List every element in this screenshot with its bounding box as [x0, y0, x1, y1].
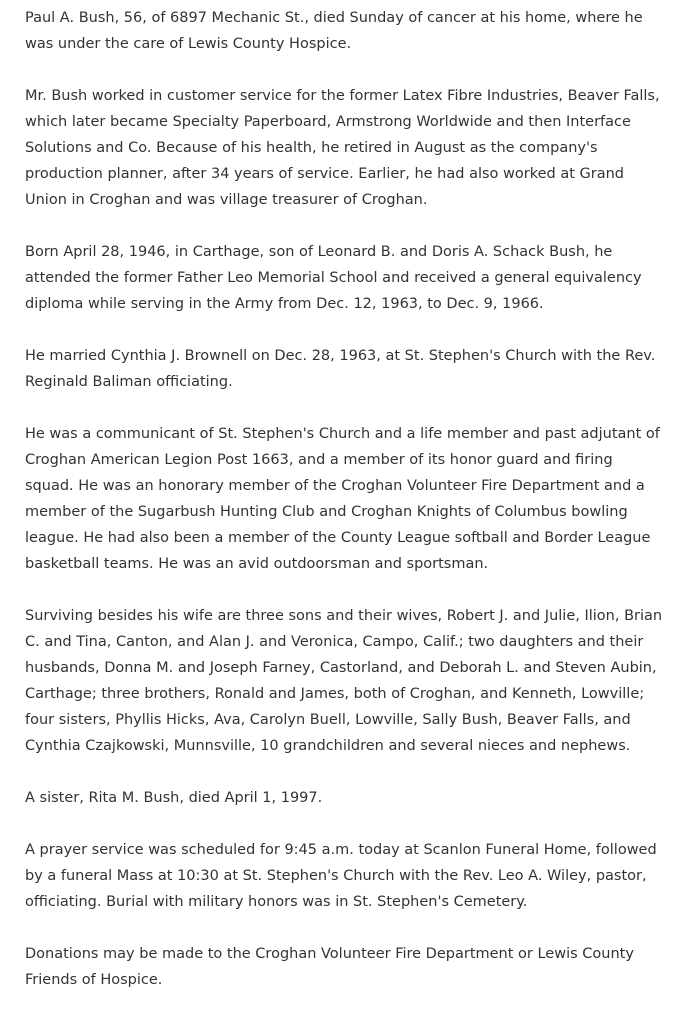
paragraph-death-notice: Paul A. Bush, 56, of 6897 Mechanic St., died Sunday of cancer at his home, where he was under the care of Lewis County Hospice. — [25, 10, 643, 52]
paragraph-birth-education: Born April 28, 1946, in Carthage, son of Leonard B. and Doris A. Schack Bush, he attended the former Father Leo Memorial School and received a general equivalency diploma while serving in the Army from Dec. 12, 1963, to Dec. 9, 1966. — [25, 244, 642, 312]
paragraph-donations: Donations may be made to the Croghan Volunteer Fire Department or Lewis County Friends of Hospice. — [25, 946, 634, 988]
paragraph-marriage: He married Cynthia J. Brownell on Dec. 28, 1963, at St. Stephen's Church with the Rev. Reginald Baliman officiating. — [25, 348, 656, 390]
paragraph-career: Mr. Bush worked in customer service for the former Latex Fibre Industries, Beaver Falls, which later became Specialty Paperboard, Armstrong Worldwide and then Interface Solutions and Co. Because of his health, he retired in August as the company's production planner, after 34 years of service. Earlier, he had also worked at Grand Union in Croghan and was village treasurer of Croghan. — [25, 88, 660, 208]
obituary-article — [25, 5, 665, 1019]
paragraph-memberships: He was a communicant of St. Stephen's Church and a life member and past adjutant of Croghan American Legion Post 1663, and a member of its honor guard and firing squad. He was an honorary member of the Croghan Volunteer Fire Department and a member of the Sugarbush Hunting Club and Croghan Knights of Columbus bowling league. He had also been a member of the County League softball and Border League basketball teams. He was an avid outdoorsman and sportsman. — [25, 426, 660, 572]
paragraph-survivors: Surviving besides his wife are three sons and their wives, Robert J. and Julie, Ilion, Brian C. and Tina, Canton, and Alan J. and Veronica, Campo, Calif.; two daughters and their husbands, Donna M. and Joseph Farney, Castorland, and Deborah L. and Steven Aubin, Carthage; three brothers, Ronald and James, both of Croghan, and Kenneth, Lowville; four sisters, Phyllis Hicks, Ava, Carolyn Buell, Lowville, Sally Bush, Beaver Falls, and Cynthia Czajkowski, Munnsville, 10 grandchildren and several nieces and nephews. — [25, 608, 663, 754]
paragraph-services: A prayer service was scheduled for 9:45 a.m. today at Scanlon Funeral Home, followed by a funeral Mass at 10:30 at St. Stephen's Church with the Rev. Leo A. Wiley, pastor, officiating. Burial with military honors was in St. Stephen's Cemetery. — [25, 842, 657, 910]
paragraph-predeceased: A sister, Rita M. Bush, died April 1, 1997. — [25, 790, 323, 806]
